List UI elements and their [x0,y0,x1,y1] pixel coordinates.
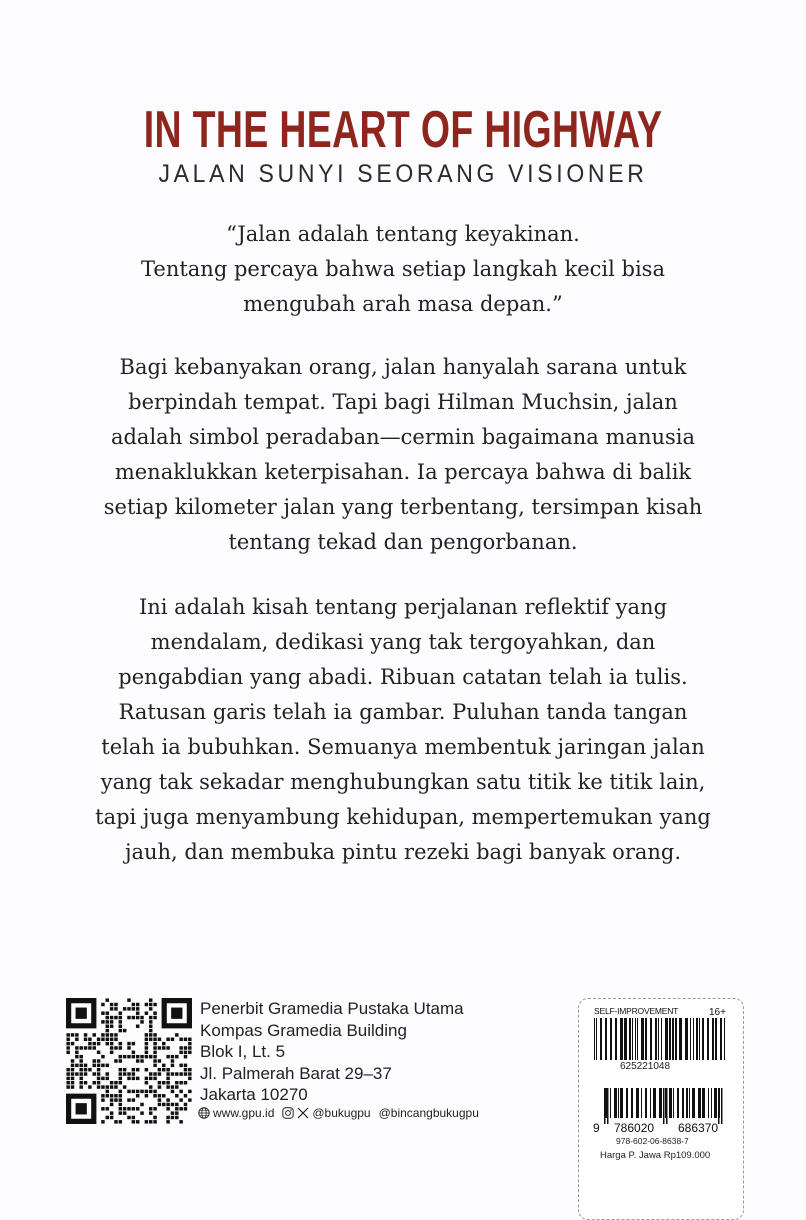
internal-code: 625221048 [620,1061,671,1072]
age-rating: 16+ [709,1007,726,1018]
paragraph-line: tentang tekad dan pengorbanan. [228,530,578,554]
book-title: IN THE HEART OF HIGHWAY [143,101,663,159]
website-link[interactable]: www.gpu.id [213,1106,275,1120]
publisher-address [200,998,464,1106]
paragraph-line: jauh, dan membuka pintu rezeki bagi banyak orang. [124,840,682,864]
publisher-line: Jakarta 10270 [200,1085,308,1104]
ean-right-digits: 686370 [678,1121,719,1135]
blurb-paragraph-1 [60,350,746,560]
social-handle[interactable]: @bukugpu [312,1106,371,1120]
price-label: Harga P. Jawa Rp109.000 [600,1150,711,1161]
paragraph-line: Ini adalah kisah tentang perjalanan reflektif yang [138,595,668,619]
paragraph-line: telah ia bubuhkan. Semuanya membentuk jaringan jalan [101,735,705,759]
category-label: SELF-IMPROVEMENT [594,1006,679,1016]
instagram-icon [282,1107,294,1119]
publisher-line: Penerbit Gramedia Pustaka Utama [200,999,464,1018]
paragraph-line: Bagi kebanyakan orang, jalan hanyalah sarana untuk [119,355,687,379]
paragraph-line: menaklukkan keterpisahan. Ia percaya bahwa di balik [114,460,692,484]
qr-code[interactable] [66,998,192,1124]
publisher-line: Kompas Gramedia Building [200,1020,407,1040]
paragraph-line: mendalam, dedikasi yang tak tergoyahkan, dan [150,630,656,654]
blurb-paragraph-2 [60,590,746,870]
paragraph-line: adalah simbol peradaban—cermin bagaimana manusia [110,425,696,449]
paragraph-line: Ratusan garis telah ia gambar. Puluhan tanda tangan [118,700,688,724]
paragraph-line: berpindah tempat. Tapi bagi Hilman Muchsin, jalan [128,390,678,414]
globe-icon [198,1107,210,1119]
publisher-social [198,1106,479,1120]
publisher-line: Jl. Palmerah Barat 29–37 [200,1063,392,1083]
paragraph-line: tapi juga menyambung kehidupan, mempertemukan yang [95,805,711,829]
paragraph-line: setiap kilometer jalan yang terbentang, tersimpan kisah [103,495,703,519]
community-handle[interactable]: @bincangbukugpu [378,1106,479,1120]
quote-line: mengubah arah masa depan.” [243,292,563,316]
ean-left-digits: 786020 [614,1121,655,1135]
book-subtitle: JALAN SUNYI SEORANG VISIONER [158,160,648,188]
quote-line: “Jalan adalah tentang keyakinan. [226,222,580,246]
ean-prefix: 9 [593,1121,600,1135]
paragraph-line: pengabdian yang abadi. Ribuan catatan telah ia tulis. [118,665,688,689]
quote-line: Tentang percaya bahwa setiap langkah kecil bisa [141,257,665,281]
isbn-barcode [604,1088,724,1124]
isbn-number: 978-602-06-8638-7 [616,1136,689,1146]
internal-barcode [592,1018,730,1060]
x-icon [297,1107,309,1119]
publisher-line: Blok I, Lt. 5 [200,1042,286,1061]
blurb-quote [60,217,746,322]
paragraph-line: yang tak sekadar menghubungkan satu titik ke titik lain, [100,770,706,794]
